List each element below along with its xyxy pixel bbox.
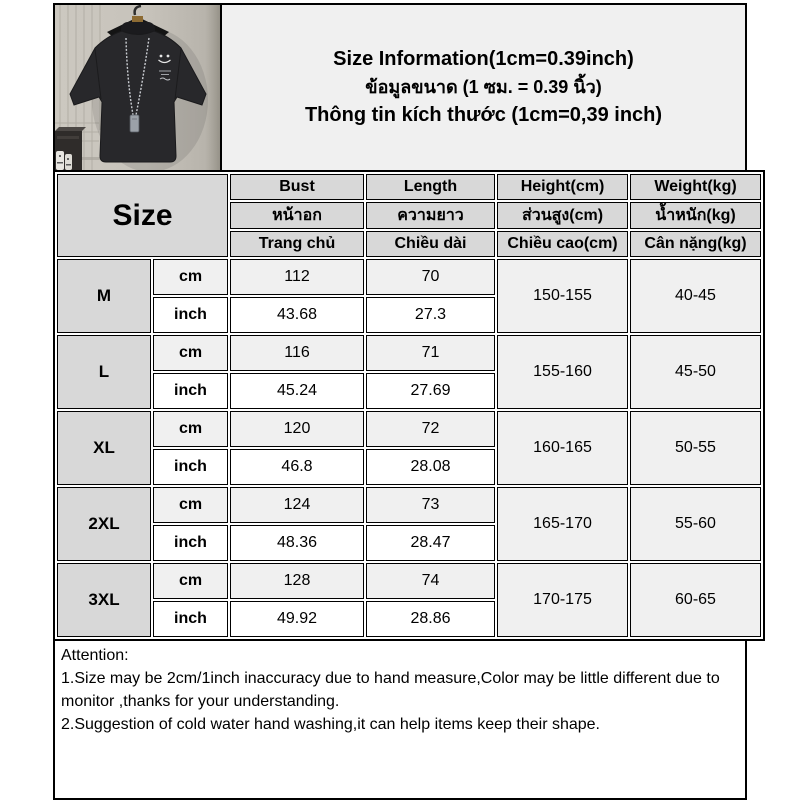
length-cm-L: 71 [366, 335, 495, 371]
unit-cm-XL: cm [153, 411, 228, 447]
length-cm-M: 70 [366, 259, 495, 295]
header-en-col3: Weight(kg) [630, 174, 761, 200]
bust-cm-M: 112 [230, 259, 364, 295]
length-inch-2XL: 28.47 [366, 525, 495, 561]
length-cm-3XL: 74 [366, 563, 495, 599]
length-cm-XL: 72 [366, 411, 495, 447]
bust-cm-XL: 120 [230, 411, 364, 447]
length-inch-XL: 28.08 [366, 449, 495, 485]
unit-cm-3XL: cm [153, 563, 228, 599]
height-range-2XL: 165-170 [497, 487, 628, 561]
unit-cm-M: cm [153, 259, 228, 295]
dog-tag-pendant [130, 115, 139, 132]
size-chart-sheet [53, 3, 747, 800]
weight-range-L: 45-50 [630, 335, 761, 409]
header-th-col2: ส่วนสูง(cm) [497, 202, 628, 229]
height-range-3XL: 170-175 [497, 563, 628, 637]
unit-inch-2XL: inch [153, 525, 228, 561]
attention-heading: Attention: [61, 647, 129, 664]
size-table-body [57, 174, 761, 637]
header-vi-col2: Chiều cao(cm) [497, 231, 628, 257]
height-range-L: 155-160 [497, 335, 628, 409]
header-vi-col3: Cân nặng(kg) [630, 231, 761, 257]
weight-range-M: 40-45 [630, 259, 761, 333]
title-block [222, 5, 745, 170]
header-th-col1: ความยาว [366, 202, 495, 229]
unit-inch-3XL: inch [153, 601, 228, 637]
title-vietnamese: Thông tin kích thước (1cm=0,39 inch) [304, 104, 663, 127]
unit-inch-M: inch [153, 297, 228, 333]
tshirt-photo-illustration [55, 5, 220, 170]
size-label-2XL: 2XL [57, 487, 151, 561]
header-en-col2: Height(cm) [497, 174, 628, 200]
hanger-clasp [132, 16, 143, 23]
bust-inch-XL: 46.8 [230, 449, 364, 485]
height-range-M: 150-155 [497, 259, 628, 333]
length-cm-2XL: 73 [366, 487, 495, 523]
header-en-col1: Length [366, 174, 495, 200]
attention-note-2: 2.Suggestion of cold water hand washing,it can help items keep their shape. [61, 716, 600, 733]
size-label-3XL: 3XL [57, 563, 151, 637]
bust-inch-L: 45.24 [230, 373, 364, 409]
bust-cm-3XL: 128 [230, 563, 364, 599]
unit-cm-2XL: cm [153, 487, 228, 523]
product-photo [55, 5, 222, 170]
header-en-col0: Bust [230, 174, 364, 200]
unit-cm-L: cm [153, 335, 228, 371]
bust-inch-3XL: 49.92 [230, 601, 364, 637]
bust-inch-M: 43.68 [230, 297, 364, 333]
title-thai: ข้อมูลขนาด (1 ซม. = 0.39 นิ้ว) [365, 76, 602, 97]
size-corner-cell: Size [57, 174, 228, 257]
bust-cm-L: 116 [230, 335, 364, 371]
height-range-XL: 160-165 [497, 411, 628, 485]
bust-inch-2XL: 48.36 [230, 525, 364, 561]
attention-note-1: 1.Size may be 2cm/1inch inaccuracy due to hand measure,Color may be little different due to monitor ,thanks for your understanding. [61, 670, 720, 710]
size-label-L: L [57, 335, 151, 409]
weight-range-3XL: 60-65 [630, 563, 761, 637]
length-inch-3XL: 28.86 [366, 601, 495, 637]
size-label-M: M [57, 259, 151, 333]
wall-right-shadow [205, 5, 220, 170]
length-inch-M: 27.3 [366, 297, 495, 333]
attention-box [53, 639, 747, 800]
bust-cm-2XL: 124 [230, 487, 364, 523]
unit-inch-XL: inch [153, 449, 228, 485]
weight-range-2XL: 55-60 [630, 487, 761, 561]
header-th-col3: น้ำหนัก(kg) [630, 202, 761, 229]
size-label-XL: XL [57, 411, 151, 485]
unit-inch-L: inch [153, 373, 228, 409]
weight-range-XL: 50-55 [630, 411, 761, 485]
header-th-col0: หน้าอก [230, 202, 364, 229]
title-english: Size Information(1cm=0.39inch) [333, 48, 634, 71]
attention-notes [61, 667, 739, 736]
header-vi-col0: Trang chủ [230, 231, 364, 257]
length-inch-L: 27.69 [366, 373, 495, 409]
top-block [53, 3, 747, 172]
header-vi-col1: Chiều dài [366, 231, 495, 257]
size-table [53, 170, 765, 641]
